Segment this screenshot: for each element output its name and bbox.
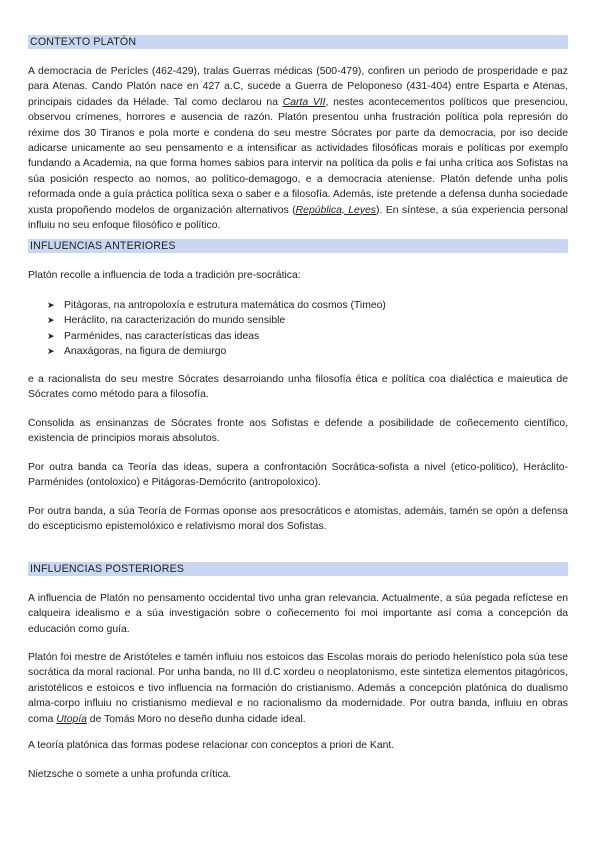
anteriores-paragraph-3: Consolida as ensinanzas de Sócrates fronte aos Sofistas e defende a posibilidade de coñecemento científico, existencia de principios morais absolutos. (28, 418, 568, 445)
text-span: Platón foi mestre de Aristóteles e tamén influiu nos estoicos das Escolas morais do periodo helenístico pola súa tese socrática da moral racional. Por unha banda, no III d.C xordeu o neoplatonismo, este sintetiza elementos pitagóricos, aristotélicos e estoicos e tivo influencia na formación do cristianismo. Además a concepción platónica do dualismo alma-corpo influiu no cristianismo medieval e no racionalismo da modernidade. Por outra banda, influiu en obras coma (28, 652, 568, 725)
section-heading-posteriores: INFLUENCIAS POSTERIORES (28, 562, 568, 576)
arrow-bullet-icon: ➤ (47, 300, 55, 310)
section-heading-contexto: CONTEXTO PLATÓN (28, 35, 568, 49)
list-item-text: Pitágoras, na antropoloxía e estrutura matemática do cosmos (Timeo) (64, 300, 386, 311)
posteriores-paragraph-4: Nietzsche o somete a unha profunda crítica. (28, 769, 232, 780)
contexto-paragraph (28, 64, 568, 233)
text-span: ). En síntese, a súa experiencia personal influiu no seu enfoque filosófico e político. (28, 204, 568, 232)
link-utopia[interactable]: Utopía (56, 713, 87, 725)
text-span: de Tomás Moro no deseño dunha cidade ideal. (86, 713, 306, 725)
influences-list (28, 298, 548, 359)
anteriores-paragraph-4: Por outra banda ca Teoría das ideas, supera a confrontación Socrática-sofista a nivel (etico-politico), Heráclito-Parménides (ontoloxico) e Pitágoras-Demócrito (antropoloxico). (28, 462, 568, 489)
anteriores-intro: Platón recolle a influencia de toda a tradición pre-socrática: (28, 270, 301, 281)
anteriores-paragraph-5: Por outra banda, a súa Teoría de Formas oponse aos presocráticos e atomistas, ademáis, tamén se opón a defensa do escepticismo epistemolóxico e relativismo moral dos Sofistas. (28, 506, 568, 533)
list-item-text: Anaxágoras, na figura de demiurgo (64, 345, 227, 357)
section-heading-anteriores: INFLUENCIAS ANTERIORES (28, 239, 568, 253)
text-span: A democracia de Perícles (462-429), tralas Guerras médicas (500-479), confiren un periodo de prosperidade e paz para Atenas. Cando Platón nace en 427 a.C, sucede a Guerra de Peloponeso (431-404) entre Esparta e Atenas, principais cidades da Hélade. Tal como declarou na (28, 66, 568, 108)
list-item-text: Parménides, nas características das ideas (64, 330, 260, 342)
list-item (28, 329, 548, 344)
text-span: , nestes acontecementos políticos que presenciou, observou crímenes, horrores e ausencia de razón. Platón presentou unha frustración política pola represión do réxime dos 30 Tiranos e pola morte e condena do seu mestre Sócrates por parte da democracia, por iso decide adicarse unicamente ao seu pensamento e a intensificar as actividades filosóficas morais e políticas por exemplo fundando a Academia, na que forma homes sabios para intervir na política da polis e fai unha crítica aos Sofistas na súa posición respecto ao nomos, ao político-demagogo, e a democracia ateniense. Platón defende unha polis reformada onde a guía práctica política sexa o saber e a filosofía. Además, iste pretende a defensa dunha sociedade xusta propoñendo modelos de organización alternativos ( (28, 96, 569, 216)
arrow-bullet-icon: ➤ (47, 315, 55, 326)
list-item (28, 298, 548, 313)
list-item-text: Heráclito, na caracterización do mundo sensible (64, 315, 286, 327)
link-republica-leyes[interactable]: República, Leyes (295, 204, 376, 216)
arrow-bullet-icon: ➤ (47, 345, 55, 356)
posteriores-paragraph-1: A influencia de Platón no pensamento occidental tivo unha gran relevancia. Actualmente, a súa pegada refíctese en calqueira idealismo e a súa investigación sobre o coñecemento foi moi importante así coma a concepción da educación como guía. (28, 593, 568, 635)
list-item (28, 344, 548, 359)
arrow-bullet-icon: ➤ (47, 330, 55, 341)
posteriores-paragraph-3: A teoría platónica das formas podese relacionar con conceptos a priori de Kant. (28, 740, 395, 751)
anteriores-paragraph-2: e a racionalista do seu mestre Sócrates desarroiando unha filosofía ética e política coa dialéctica e maieutica de Sócrates como método para a filosofía. (28, 374, 568, 401)
posteriores-paragraph-2 (28, 650, 568, 727)
link-carta-vii[interactable]: Carta VII (282, 96, 326, 108)
list-item (28, 313, 548, 328)
